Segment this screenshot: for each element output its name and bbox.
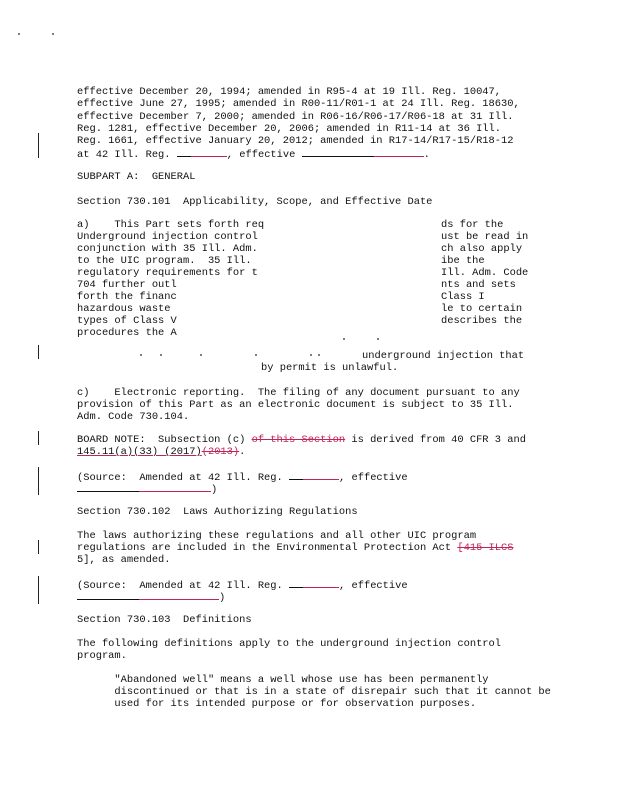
- paragraph-fragment: describes the: [441, 315, 523, 327]
- blank-date-ins: [139, 482, 211, 492]
- source-text: , effective: [339, 580, 408, 592]
- paragraph-line: hazardous waste: [77, 303, 171, 315]
- board-note: [77, 446, 245, 458]
- history-line: effective December 20, 1994; amended in R95-4 at 19 Ill. Reg. 10047,: [77, 86, 502, 98]
- source-text: ): [211, 484, 218, 496]
- definition-line: discontinued or that is in a state of disrepair such that it cannot be: [77, 686, 551, 698]
- paragraph-line: 704 further outl: [77, 279, 177, 291]
- change-bar: [38, 133, 39, 158]
- history-line: Reg. 1661, effective January 20, 2012; amended in R17-14/R17-15/R18-12: [77, 135, 514, 147]
- history-text: .: [423, 149, 430, 161]
- board-note-text: BOARD NOTE: Subsection (c): [77, 434, 252, 446]
- scan-speck: [18, 33, 20, 35]
- scan-speck: [318, 354, 320, 356]
- definition-line: "Abandoned well" means a well whose use has been permanently: [77, 674, 489, 686]
- board-note-text: is derived from 40 CFR 3 and: [345, 434, 526, 446]
- paragraph-fragment: ds for the: [441, 219, 504, 231]
- scan-speck: [160, 354, 162, 356]
- blank-page: [303, 470, 339, 480]
- paragraph-fragment: Ill. Adm. Code: [441, 267, 529, 279]
- section-heading: Section 730.101 Applicability, Scope, and Effective Date: [77, 196, 433, 208]
- blank-date-ins: [374, 147, 424, 157]
- source-text: (Source: Amended at 42 Ill. Reg.: [77, 472, 290, 484]
- blank-date: [77, 590, 139, 600]
- paragraph-fragment: ch also apply: [441, 243, 523, 255]
- paragraph-line: provision of this Part as an electronic document is subject to 35 Ill.: [77, 399, 514, 411]
- scan-speck: [255, 354, 257, 356]
- blank-page: [191, 147, 227, 157]
- paragraph-line: procedures the A: [77, 327, 177, 339]
- blank-volume: [289, 578, 303, 588]
- paragraph-text: regulations are included in the Environmental Protection Act: [77, 542, 458, 554]
- source-text: ): [219, 592, 226, 604]
- paragraph-line: to the UIC program. 35 Ill.: [77, 255, 252, 267]
- scan-speck: [52, 33, 54, 35]
- paragraph-fragment: le to certain: [441, 303, 523, 315]
- change-bar: [38, 576, 39, 604]
- blank-date: [302, 147, 374, 157]
- board-note-text: .: [239, 446, 246, 458]
- board-note: [77, 434, 526, 446]
- blank-volume: [289, 470, 303, 480]
- blank-date: [77, 482, 139, 492]
- history-text: at 42 Ill. Reg.: [77, 149, 177, 161]
- deleted-text: [415 ILCS: [457, 542, 514, 554]
- history-line: Reg. 1281, effective December 20, 2006; amended in R11-14 at 36 Ill.: [77, 123, 502, 135]
- blank-page: [303, 578, 339, 588]
- history-line: effective June 27, 1995; amended in R00-11/R01-1 at 24 Ill. Reg. 18630,: [77, 98, 520, 110]
- paragraph-line: 5], as amended.: [77, 554, 171, 566]
- source-note: [77, 590, 225, 604]
- paragraph-line: program.: [77, 650, 127, 662]
- subpart-heading: SUBPART A: GENERAL: [77, 171, 196, 183]
- paragraph-line: regulatory requirements for t: [77, 267, 258, 279]
- scan-speck: [310, 354, 312, 356]
- deleted-text: (2013): [201, 446, 240, 458]
- paragraph-fragment: ust be read in: [441, 231, 529, 243]
- deleted-text: of this Section: [251, 434, 346, 446]
- blank-date-ins: [139, 590, 219, 600]
- definition-line: used for its intended purpose or for observation purposes.: [77, 698, 477, 710]
- paragraph-line: Adm. Code 730.104.: [77, 411, 190, 423]
- paragraph-fragment: nts and sets: [441, 279, 516, 291]
- paragraph-line: types of Class V: [77, 315, 177, 327]
- section-heading: Section 730.103 Definitions: [77, 614, 252, 626]
- scan-speck: [343, 338, 345, 340]
- history-line: effective December 7, 2000; amended in R06-16/R06-17/R06-18 at 31 Ill.: [77, 111, 514, 123]
- source-text: (Source: Amended at 42 Ill. Reg.: [77, 580, 290, 592]
- paragraph-fragment: ibe the: [441, 255, 485, 267]
- paragraph-line: forth the financ: [77, 291, 177, 303]
- change-bar: [38, 540, 39, 554]
- history-text: , effective: [226, 149, 302, 161]
- change-bar: [38, 345, 39, 359]
- paragraph-line: The following definitions apply to the underground injection control: [77, 638, 502, 650]
- inserted-text: 145.11(a)(33) (2017): [77, 446, 202, 458]
- paragraph-fragment: Class I: [441, 291, 485, 303]
- scan-speck: [377, 338, 379, 340]
- source-text: , effective: [339, 472, 408, 484]
- paragraph-fragment: by permit is unlawful.: [261, 362, 399, 374]
- change-bar: [38, 431, 39, 445]
- paragraph-line: conjunction with 35 Ill. Adm.: [77, 243, 258, 255]
- scan-speck: [140, 354, 142, 356]
- paragraph-line: a) This Part sets forth req: [77, 219, 265, 231]
- paragraph-fragment: underground injection that: [362, 350, 525, 362]
- source-note: [77, 482, 217, 496]
- paragraph-line: The laws authorizing these regulations and all other UIC program: [77, 530, 477, 542]
- paragraph-line: [77, 542, 513, 554]
- paragraph-line: Underground injection control: [77, 231, 258, 243]
- section-heading: Section 730.102 Laws Authorizing Regulations: [77, 506, 358, 518]
- change-bar: [38, 467, 39, 495]
- scan-speck: [200, 354, 202, 356]
- paragraph-line: c) Electronic reporting. The filing of any document pursuant to any: [77, 387, 520, 399]
- blank-volume: [177, 147, 191, 157]
- history-line: [77, 147, 430, 161]
